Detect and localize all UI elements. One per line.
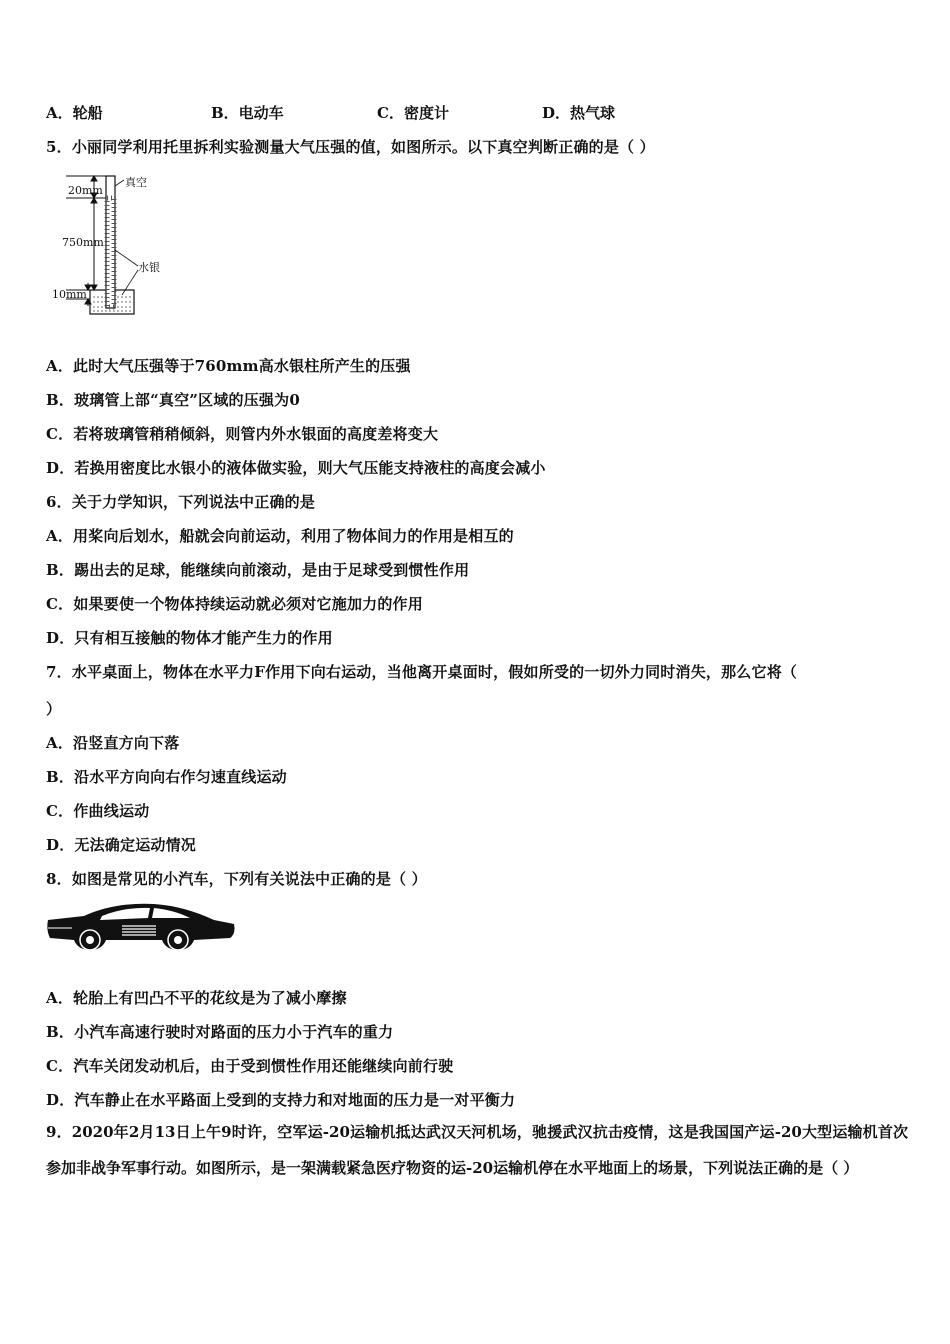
q6-option-a: A．用桨向后划水，船就会向前运动，利用了物体间力的作用是相互的 (46, 527, 514, 545)
q7-stem-line2: ） (46, 700, 62, 718)
label-750mm: 750mm (62, 236, 104, 249)
q8-option-d: D．汽车静止在水平路面上受到的支持力和对地面的压力是一对平衡力 (46, 1091, 516, 1109)
q4-option-a: A．轮船 (46, 104, 103, 122)
label-20mm: 20mm (68, 184, 103, 197)
q5-option-a: A．此时大气压强等于760mm高水银柱所产生的压强 (46, 357, 411, 375)
q7-option-c: C．作曲线运动 (46, 802, 150, 820)
q4-option-b: B．电动车 (211, 104, 284, 122)
q4-option-d: D．热气球 (542, 104, 616, 122)
q7-stem-line1: 7．水平桌面上，物体在水平力F作用下向右运动，当他离开桌面时，假如所受的一切外力同时消失，那么它将（ (46, 663, 798, 681)
q8-stem: 8．如图是常见的小汽车，下列有关说法中正确的是（ ） (46, 870, 427, 888)
q6-stem: 6．关于力学知识，下列说法中正确的是 (46, 493, 316, 511)
q5-option-c: C．若将玻璃管稍稍倾斜，则管内外水银面的高度差将变大 (46, 425, 439, 443)
q8-option-c: C．汽车关闭发动机后，由于受到惯性作用还能继续向前行驶 (46, 1057, 454, 1075)
q6-option-c: C．如果要使一个物体持续运动就必须对它施加力的作用 (46, 595, 423, 613)
label-10mm: 10mm (52, 288, 87, 301)
label-vacuum: 真空 (125, 176, 147, 189)
q8-option-b: B．小汽车高速行驶时对路面的压力小于汽车的重力 (46, 1023, 394, 1041)
q6-option-d: D．只有相互接触的物体才能产生力的作用 (46, 629, 333, 647)
torricelli-experiment-figure (48, 170, 188, 320)
q5-option-d: D．若换用密度比水银小的液体做实验，则大气压能支持液柱的高度会减小 (46, 459, 546, 477)
q7-option-b: B．沿水平方向向右作匀速直线运动 (46, 768, 287, 786)
q7-option-d: D．无法确定运动情况 (46, 836, 197, 854)
q6-option-b: B．踢出去的足球，能继续向前滚动，是由于足球受到惯性作用 (46, 561, 470, 579)
sports-car-figure (44, 898, 238, 956)
q4-option-c: C．密度计 (377, 104, 449, 122)
q5-stem: 5．小丽同学利用托里拆利实验测量大气压强的值，如图所示。以下真空判断正确的是（ ） (46, 138, 655, 156)
label-mercury: 水银 (138, 261, 160, 274)
q9-stem: 9．2020年2月13日上午9时许，空军运-20运输机抵达武汉天河机场，驰援武汉抗击疫情，这是我国国产运-20大型运输机首次参加非战争军事行动。如图所示，是一架满载紧急医疗物资的运-20运输机停在水平地面上的场景，下列说法正确的是（ ） (46, 1123, 908, 1177)
q7-option-a: A．沿竖直方向下落 (46, 734, 180, 752)
q5-option-b: B．玻璃管上部“真空”区域的压强为0 (46, 391, 300, 409)
q8-option-a: A．轮胎上有凹凸不平的花纹是为了减小摩擦 (46, 989, 347, 1007)
